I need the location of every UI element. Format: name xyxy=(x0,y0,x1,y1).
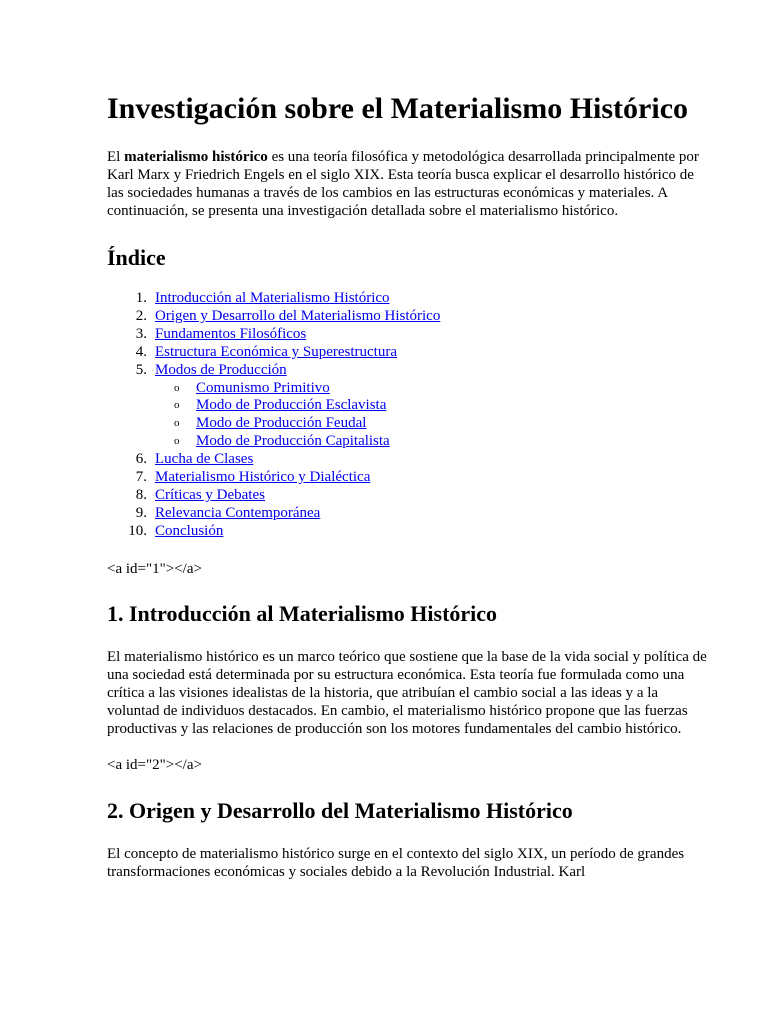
toc-number: 10. xyxy=(128,522,147,539)
toc-link-relevancia[interactable]: Relevancia Contemporánea xyxy=(155,504,321,521)
bullet-icon: o xyxy=(174,435,180,448)
toc-number: 2. xyxy=(135,307,147,324)
toc-number: 8. xyxy=(135,486,147,503)
toc-link-comunismo[interactable]: Comunismo Primitivo xyxy=(196,379,330,396)
page-title: Investigación sobre el Materialismo Histórico xyxy=(107,92,689,125)
toc-link-modos[interactable]: Modos de Producción xyxy=(155,361,287,378)
toc-number: 4. xyxy=(135,343,147,360)
toc-number: 6. xyxy=(135,451,147,468)
toc-item-5 xyxy=(107,362,712,380)
toc-subitem-3 xyxy=(107,415,712,433)
intro-paragraph xyxy=(107,148,712,220)
toc-link-esclavista[interactable]: Modo de Producción Esclavista xyxy=(196,397,387,414)
bullet-icon: o xyxy=(174,381,180,394)
toc-number: 7. xyxy=(135,469,147,486)
section-1-body: El materialismo histórico es un marco teórico que sostiene que la base de la vida social y política de una sociedad está determinada por su estructura económica. Esta teoría fue formulada como una crítica a las visiones idealistas de la historia, que atribuían el cambio social a las ideas y a la voluntad de individuos destacados. En cambio, el materialismo histórico propone que las fuerzas productivas y las relaciones de producción son los motores fundamentales del cambio histórico. xyxy=(107,648,707,737)
toc-link-dialectica[interactable]: Materialismo Histórico y Dialéctica xyxy=(155,469,371,486)
toc-link-introduccion[interactable]: Introducción al Materialismo Histórico xyxy=(155,290,390,306)
toc-link-lucha[interactable]: Lucha de Clases xyxy=(155,451,254,468)
toc-subitem-1 xyxy=(107,380,712,398)
toc-link-conclusion[interactable]: Conclusión xyxy=(155,522,224,539)
toc-link-feudal[interactable]: Modo de Producción Feudal xyxy=(196,415,367,432)
bullet-icon: o xyxy=(174,399,180,412)
toc-item-8 xyxy=(107,487,712,505)
toc-link-origen[interactable]: Origen y Desarrollo del Materialismo Histórico xyxy=(155,307,441,324)
table-of-contents xyxy=(107,290,712,541)
intro-bold-term: materialismo histórico xyxy=(124,149,268,165)
section-2-heading: 2. Origen y Desarrollo del Materialismo Histórico xyxy=(107,797,573,823)
index-heading: Índice xyxy=(107,245,166,270)
toc-item-2 xyxy=(107,308,712,326)
toc-link-capitalista[interactable]: Modo de Producción Capitalista xyxy=(196,433,390,450)
toc-link-estructura[interactable]: Estructura Económica y Superestructura xyxy=(155,343,397,360)
toc-item-6 xyxy=(107,451,712,469)
intro-prefix: El xyxy=(107,149,125,165)
toc-number: 9. xyxy=(135,504,147,521)
toc-item-4 xyxy=(107,344,712,362)
intro-rest: es una teoría filosófica y metodológica desarrollada principalmente por Karl Marx y Friedrich Engels en el siglo XIX. Esta teoría busca explicar el desarrollo histórico de las sociedades humanas a través de los cambios en las estructuras económicas y materiales. A continuación, se presenta una investigación detallada sobre el materialismo histórico. xyxy=(107,149,699,219)
bullet-icon: o xyxy=(174,417,180,430)
toc-link-criticas[interactable]: Críticas y Debates xyxy=(155,486,265,503)
toc-link-fundamentos[interactable]: Fundamentos Filosóficos xyxy=(155,325,307,342)
raw-anchor-1: <a id="1"></a> xyxy=(107,560,202,577)
raw-anchor-2: <a id="2"></a> xyxy=(107,756,202,773)
toc-item-1 xyxy=(107,290,712,308)
section-1-heading: 1. Introducción al Materialismo Histórico xyxy=(107,600,498,626)
toc-subitem-2 xyxy=(107,397,712,415)
section-2-body: El concepto de materialismo histórico surge en el contexto del siglo XIX, un período de grandes transformaciones económicas y sociales debido a la Revolución Industrial. Karl xyxy=(107,845,685,880)
toc-number: 1. xyxy=(135,290,147,306)
toc-item-10 xyxy=(107,523,712,541)
toc-number: 5. xyxy=(135,361,147,378)
toc-item-3 xyxy=(107,326,712,344)
toc-number: 3. xyxy=(135,325,147,342)
toc-subitem-4 xyxy=(107,433,712,451)
toc-item-7 xyxy=(107,469,712,487)
toc-item-9 xyxy=(107,505,712,523)
